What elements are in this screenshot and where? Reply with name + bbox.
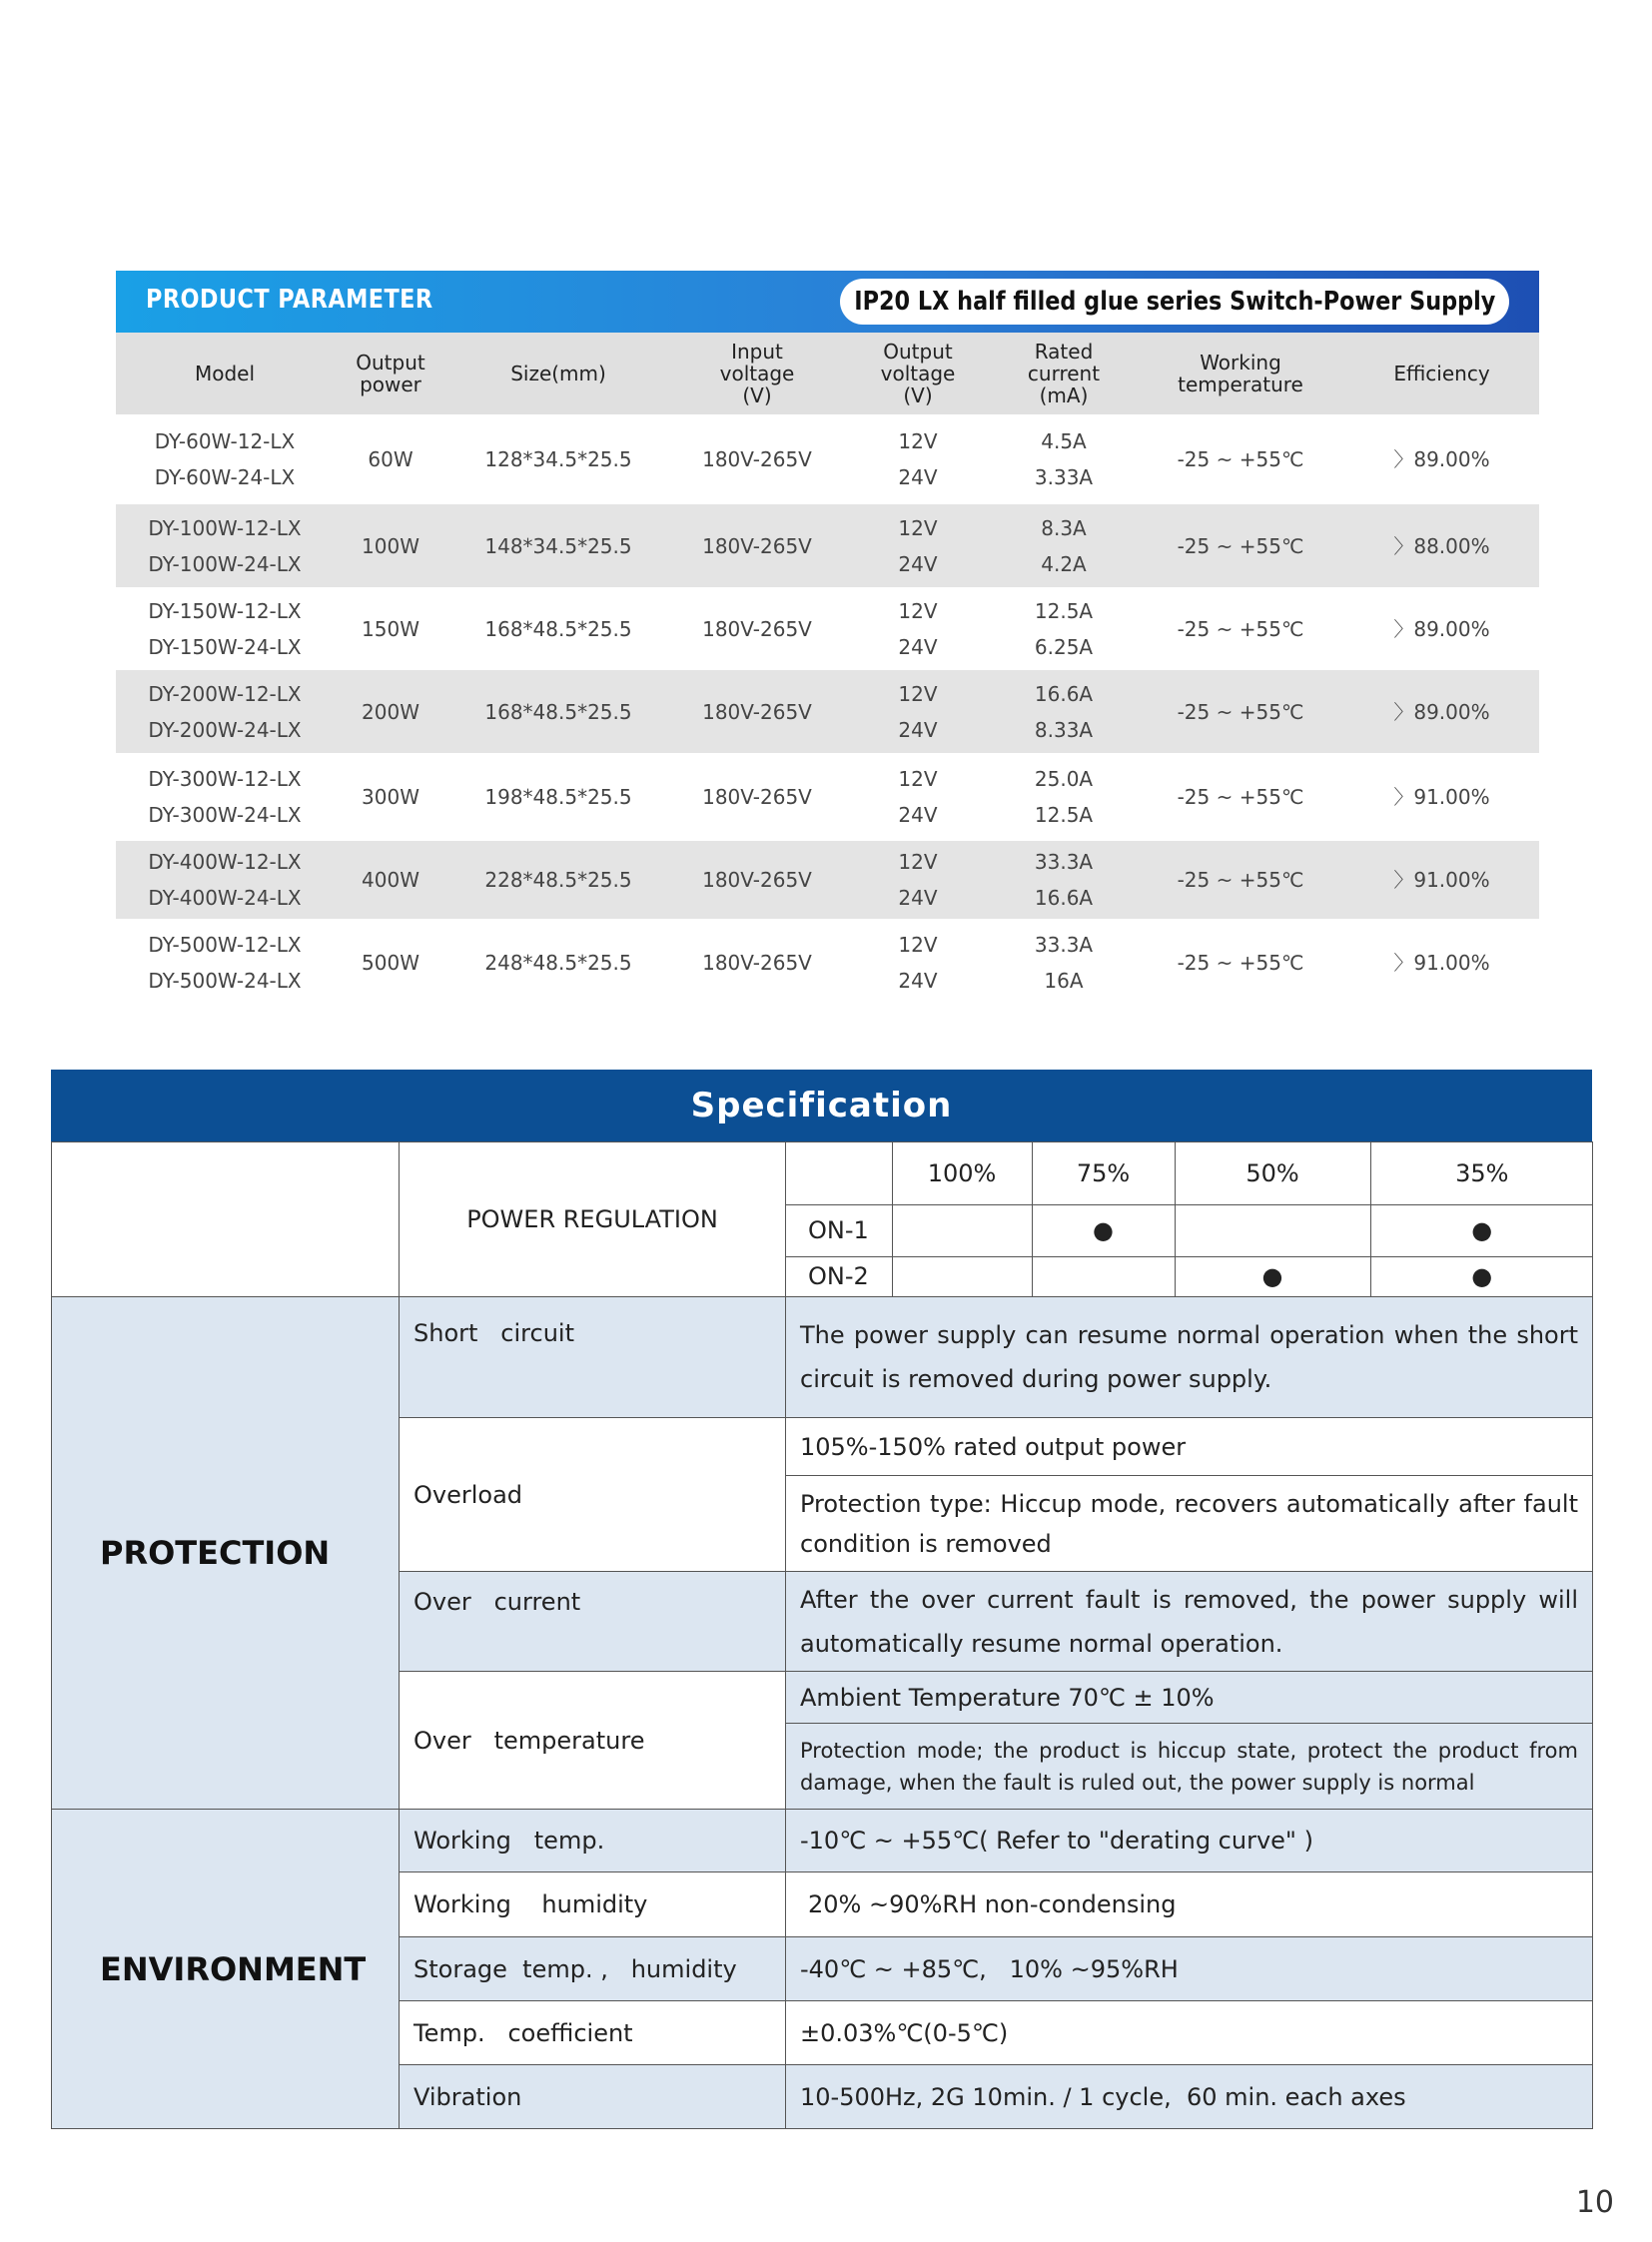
- over-temperature-label: Over temperature: [400, 1672, 786, 1810]
- working-temp-row: [52, 1810, 1593, 1872]
- temperature-cell: -25 ~ +55℃: [1137, 670, 1344, 753]
- rated-current-cell: 16.6A 8.33A: [991, 670, 1137, 753]
- efficiency-cell: 〉89.00%: [1344, 670, 1539, 753]
- size-cell: 128*34.5*25.5: [484, 447, 632, 471]
- rated-current-cell: 12.5A 6.25A: [1034, 598, 1094, 659]
- overload-desc-1: 105%-150% rated output power: [786, 1418, 1593, 1476]
- table-row: [116, 670, 1539, 753]
- header-working-temperature: Working temperature: [1137, 333, 1344, 414]
- output-voltage-cell: 12V 24V: [845, 841, 991, 919]
- vibration-label: Vibration: [400, 2065, 786, 2129]
- power-cell: 60W: [368, 447, 413, 471]
- efficiency-cell: 〉91.00%: [1344, 841, 1539, 919]
- input-voltage-cell: 180V-265V: [669, 841, 845, 919]
- short-circuit-row: [52, 1297, 1593, 1418]
- output-voltage-cell: 12V 24V: [845, 670, 991, 753]
- rated-current-cell: 8.3A 4.2A: [991, 504, 1137, 587]
- product-parameter-table: [116, 333, 1539, 1007]
- efficiency-cell: 〉91.00%: [1393, 785, 1490, 809]
- header-size: Size(mm): [447, 333, 669, 414]
- series-title: IP20 LX half filled glue series Switch-Power Supply: [853, 287, 1496, 317]
- output-voltage-cell: 12V 24V: [845, 504, 991, 587]
- temperature-cell: -25 ~ +55℃: [1137, 841, 1344, 919]
- power-regulation-grid: [786, 1142, 1593, 1296]
- reg-mark: [1175, 1204, 1370, 1256]
- input-voltage-cell: 180V-265V: [669, 670, 845, 753]
- reg-mark: [892, 1204, 1032, 1256]
- header-model: Model: [116, 333, 334, 414]
- rated-current-cell: 4.5A 3.33A: [1034, 429, 1094, 489]
- model-cell: DY-100W-12-LX DY-100W-24-LX: [116, 504, 334, 587]
- temperature-cell: -25 ~ +55℃: [1137, 504, 1344, 587]
- working-humidity-label: Working humidity: [400, 1872, 786, 1937]
- rated-current-cell: 33.3A 16.6A: [991, 841, 1137, 919]
- working-temp-value: -10℃ ~ +55℃( Refer to "derating curve" ): [786, 1810, 1593, 1872]
- output-voltage-cell: 12V 24V: [898, 767, 938, 827]
- power-cell: 500W: [362, 951, 419, 975]
- over-temperature-desc-1: Ambient Temperature 70℃ ± 10%: [786, 1672, 1593, 1724]
- input-voltage-cell: 180V-265V: [702, 785, 812, 809]
- specification-table: [51, 1141, 1593, 2129]
- short-circuit-label: Short circuit: [400, 1297, 786, 1418]
- reg-mark: [1032, 1256, 1175, 1296]
- page-number: 10: [1575, 2185, 1614, 2220]
- output-voltage-cell: 12V 24V: [898, 933, 938, 993]
- over-temperature-desc-2: Protection mode; the product is hiccup state, protect the product from damage, when the fault is ruled out, the power supply is normal: [786, 1724, 1593, 1810]
- reg-mark: ●: [1032, 1204, 1175, 1256]
- over-current-label: Over current: [400, 1572, 786, 1672]
- size-cell: 168*48.5*25.5: [484, 616, 632, 641]
- reg-mark: [892, 1256, 1032, 1296]
- vibration-value: 10-500Hz, 2G 10min. / 1 cycle, 60 min. each axes: [786, 2065, 1593, 2129]
- reg-mark: ●: [1370, 1204, 1593, 1256]
- storage-label: Storage temp. , humidity: [400, 1937, 786, 2001]
- header-input-voltage: Input voltage (V): [669, 333, 845, 414]
- header-output-voltage: Output voltage (V): [845, 333, 991, 414]
- model-cell: DY-300W-12-LX DY-300W-24-LX: [148, 767, 302, 827]
- temp-coefficient-value: ±0.03%℃(0-5℃): [786, 2001, 1593, 2065]
- input-voltage-cell: 180V-265V: [702, 616, 812, 641]
- table-header-row: [116, 333, 1539, 414]
- input-voltage-cell: 180V-265V: [702, 447, 812, 471]
- efficiency-cell: 〉89.00%: [1393, 447, 1490, 471]
- reg-col-75: 75%: [1032, 1142, 1175, 1204]
- size-cell: 228*48.5*25.5: [447, 841, 669, 919]
- power-regulation-grid-cell: [786, 1142, 1593, 1297]
- power-cell: 200W: [334, 670, 447, 753]
- power-cell: 100W: [334, 504, 447, 587]
- size-cell: 168*48.5*25.5: [447, 670, 669, 753]
- output-voltage-cell: 12V 24V: [898, 598, 938, 659]
- input-voltage-cell: 180V-265V: [669, 504, 845, 587]
- efficiency-cell: 〉88.00%: [1344, 504, 1539, 587]
- protection-label: PROTECTION: [52, 1297, 400, 1810]
- rated-current-cell: 25.0A 12.5A: [1034, 767, 1094, 827]
- reg-mark: ●: [1370, 1256, 1593, 1296]
- table-row: [116, 587, 1539, 670]
- table-row: [116, 841, 1539, 919]
- temperature-cell: -25 ~ +55℃: [1177, 785, 1304, 809]
- size-cell: 148*34.5*25.5: [447, 504, 669, 587]
- reg-col-100: 100%: [892, 1142, 1032, 1204]
- table-row: [116, 504, 1539, 587]
- header-efficiency: Efficiency: [1344, 333, 1539, 414]
- overload-desc-2: Protection type: Hiccup mode, recovers automatically after fault condition is removed: [786, 1476, 1593, 1572]
- working-temp-label: Working temp.: [400, 1810, 786, 1872]
- power-regulation-row: [52, 1142, 1593, 1297]
- table-row: [116, 919, 1539, 1007]
- input-voltage-cell: 180V-265V: [702, 951, 812, 975]
- temperature-cell: -25 ~ +55℃: [1177, 951, 1304, 975]
- storage-value: -40℃ ~ +85℃, 10% ~95%RH: [786, 1937, 1593, 2001]
- product-parameter-banner: [116, 271, 1539, 333]
- reg-corner-cell: [786, 1142, 892, 1204]
- over-current-desc: After the over current fault is removed, the power supply will automatically resume normal operation.: [786, 1572, 1593, 1672]
- power-regulation-label: POWER REGULATION: [400, 1142, 786, 1297]
- power-cell: 300W: [362, 785, 419, 809]
- series-title-pill: [840, 279, 1509, 325]
- output-voltage-cell: 12V 24V: [898, 429, 938, 489]
- product-parameter-section: [116, 271, 1539, 1007]
- table-row: [116, 753, 1539, 841]
- power-cell: 150W: [362, 616, 419, 641]
- reg-col-50: 50%: [1175, 1142, 1370, 1204]
- header-rated-current: Rated current (mA): [991, 333, 1137, 414]
- size-cell: 198*48.5*25.5: [484, 785, 632, 809]
- model-cell: DY-150W-12-LX DY-150W-24-LX: [148, 598, 302, 659]
- model-cell: DY-500W-12-LX DY-500W-24-LX: [148, 933, 302, 993]
- model-cell: DY-60W-12-LX DY-60W-24-LX: [154, 429, 296, 489]
- table-row: [116, 414, 1539, 504]
- size-cell: 248*48.5*25.5: [484, 951, 632, 975]
- specification-section: [51, 1070, 1592, 2129]
- working-humidity-value: 20% ~90%RH non-condensing: [786, 1872, 1593, 1937]
- product-parameter-title: PRODUCT PARAMETER: [146, 285, 433, 315]
- reg-row-on2: ON-2: [786, 1256, 892, 1296]
- power-cell: 400W: [334, 841, 447, 919]
- temp-coefficient-label: Temp. coefficient: [400, 2001, 786, 2065]
- efficiency-cell: 〉91.00%: [1393, 951, 1490, 975]
- model-cell: DY-400W-12-LX DY-400W-24-LX: [116, 841, 334, 919]
- rated-current-cell: 33.3A 16A: [1034, 933, 1094, 993]
- blank-cell: [52, 1142, 400, 1297]
- efficiency-cell: 〉89.00%: [1393, 616, 1490, 641]
- environment-label: ENVIRONMENT: [52, 1810, 400, 2129]
- reg-mark: ●: [1175, 1256, 1370, 1296]
- temperature-cell: -25 ~ +55℃: [1177, 447, 1304, 471]
- overload-label: Overload: [400, 1418, 786, 1572]
- reg-row-on1: ON-1: [786, 1204, 892, 1256]
- temperature-cell: -25 ~ +55℃: [1177, 616, 1304, 641]
- reg-col-35: 35%: [1370, 1142, 1593, 1204]
- specification-title: Specification: [51, 1070, 1592, 1141]
- header-output-power: Output power: [334, 333, 447, 414]
- model-cell: DY-200W-12-LX DY-200W-24-LX: [116, 670, 334, 753]
- short-circuit-desc: The power supply can resume normal operation when the short circuit is removed during power supply.: [786, 1297, 1593, 1418]
